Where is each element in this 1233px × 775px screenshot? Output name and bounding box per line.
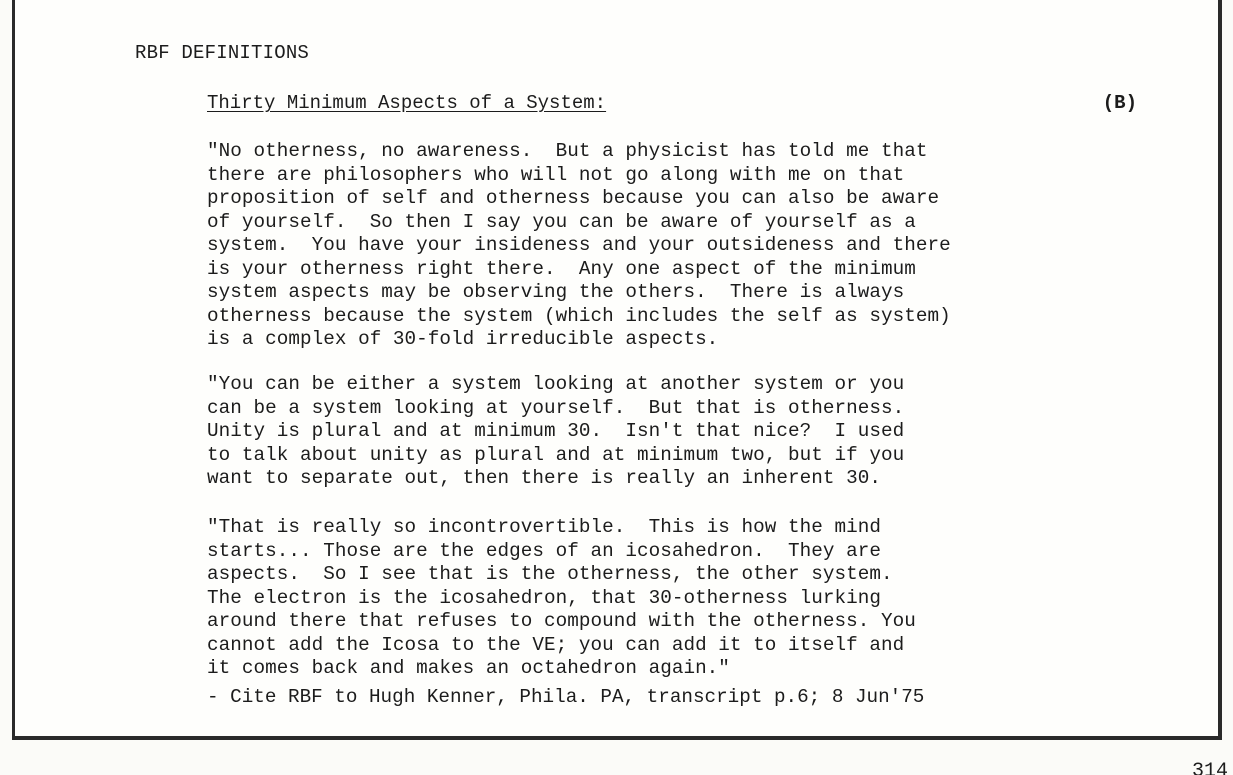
- quote-paragraph-1: "No otherness, no awareness. But a physicist has told me that there are philosophers who will not go along with me on that proposition of self and otherness because you can also be aware of yourself. So then I say you can be aware of yourself as a system. You have your insideness and your outsideness and there is your otherness right there. Any one aspect of the minimum system aspects may be observing the others. There is always otherness because the system (which includes the self as system) is a complex of 30-fold irreducible aspects.: [207, 140, 951, 350]
- quote-paragraph-3: "That is really so incontrovertible. This is how the mind starts... Those are the edges of an icosahedron. They are aspects. So I see that is the otherness, the other system. The electron is the icosahedron, that 30-otherness lurking around there that refuses to compound with the otherness. You cannot add the Icosa to the VE; you can add it to itself and it comes back and makes an octahedron again.": [207, 516, 916, 679]
- heading-row: [207, 92, 1137, 114]
- entry-code: (B): [1102, 92, 1137, 114]
- entry-heading: Thirty Minimum Aspects of a System:: [207, 92, 607, 114]
- section-header: RBF DEFINITIONS: [135, 42, 310, 64]
- page-number: 314: [1192, 760, 1229, 775]
- citation: - Cite RBF to Hugh Kenner, Phila. PA, transcript p.6; 8 Jun'75: [207, 686, 925, 708]
- quote-paragraph-2: "You can be either a system looking at another system or you can be a system looking at yourself. But that is otherness. Unity is plural and at minimum 30. Isn't that nice? I used to talk about unity as plural and at minimum two, but if you want to separate out, then there is really an inherent 30.: [207, 373, 905, 489]
